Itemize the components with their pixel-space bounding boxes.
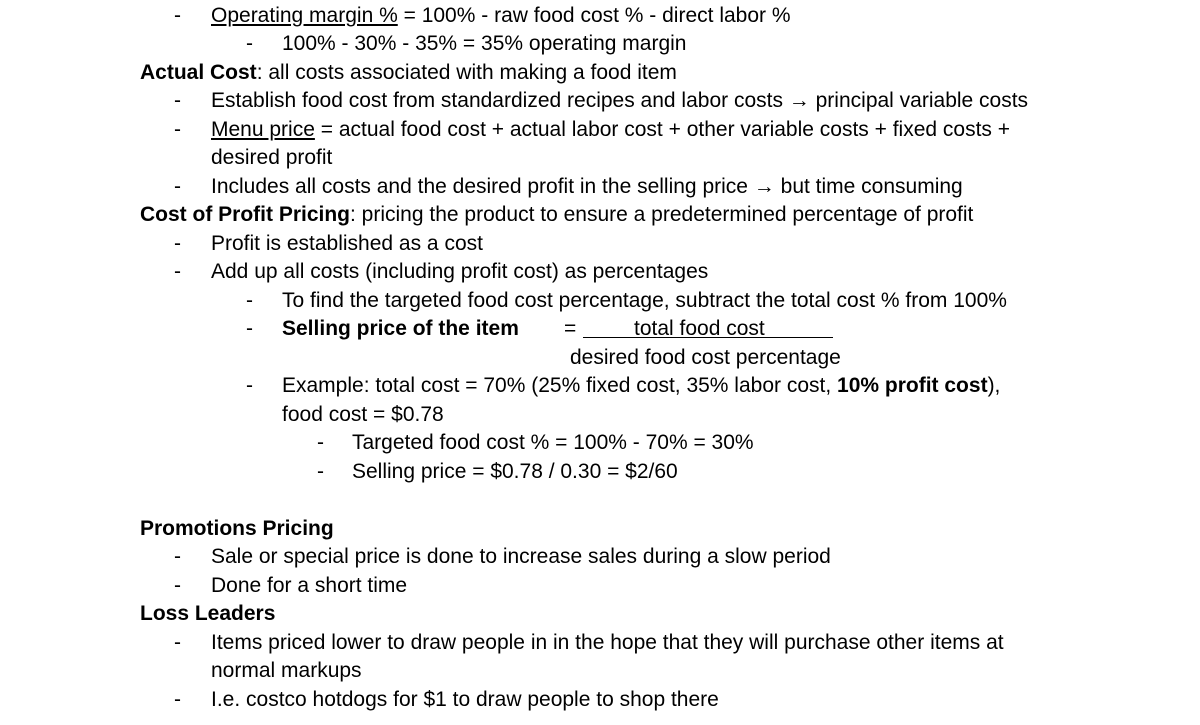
actual-cost-bullet-1: Establish food cost from standardized recipes and labor costs → principal variable costs <box>211 89 1029 112</box>
formula-denominator: desired food cost percentage <box>570 346 841 369</box>
actual-cost-bullet-3: Includes all costs and the desired profit in the selling price → but time consuming <box>211 175 963 198</box>
bullet-dash: - <box>246 32 253 55</box>
bullet-dash: - <box>174 89 181 112</box>
example-text-end: ), <box>987 374 1001 397</box>
bullet-dash: - <box>174 260 181 283</box>
actual-cost-definition: : all costs associated with making a food item <box>256 61 677 84</box>
cost-profit-bullet-1: Profit is established as a cost <box>211 232 483 255</box>
selling-price-calc: Selling price = $0.78 / 0.30 = $2/60 <box>352 460 678 483</box>
cost-profit-term: Cost of Profit Pricing <box>140 203 350 226</box>
loss-leaders-bullet-1-continued: normal markups <box>211 659 362 682</box>
bullet-dash: - <box>174 545 181 568</box>
cost-profit-sub-1: To find the targeted food cost percentage, subtract the total cost % from 100% <box>282 289 1007 312</box>
formula-equals: = <box>564 317 577 340</box>
selling-price-label <box>282 315 519 343</box>
cost-profit-example-continued: food cost = $0.78 <box>282 403 444 426</box>
bullet-dash: - <box>174 118 181 141</box>
operating-margin-term: Operating margin % <box>211 4 398 27</box>
actual-cost-bullet-2-continued: desired profit <box>211 146 333 169</box>
loss-leaders-term: Loss Leaders <box>140 602 276 625</box>
bullet-dash: - <box>246 374 253 397</box>
bullet-dash: - <box>174 4 181 27</box>
promotions-bullet-2: Done for a short time <box>211 574 408 597</box>
actual-cost-term: Actual Cost <box>140 61 257 84</box>
cost-profit-definition: : pricing the product to ensure a predetermined percentage of profit <box>350 203 974 226</box>
cost-profit-bullet-2: Add up all costs (including profit cost) as percentages <box>211 260 709 283</box>
bullet-dash: - <box>317 431 324 454</box>
example-text: Example: total cost = 70% (25% fixed cost, 35% labor cost, <box>282 374 838 397</box>
cost-profit-heading <box>140 201 973 229</box>
promotions-bullet-1: Sale or special price is done to increase sales during a slow period <box>211 545 831 568</box>
loss-leaders-bullet-1: Items priced lower to draw people in in the hope that they will purchase other items at <box>211 631 1004 654</box>
bullet-dash: - <box>174 574 181 597</box>
operating-margin-example: 100% - 30% - 35% = 35% operating margin <box>282 32 687 55</box>
actual-cost-bullet-2 <box>211 116 1010 144</box>
bullet-dash: - <box>174 688 181 711</box>
example-profit-cost: 10% profit cost <box>837 374 988 397</box>
bullet-dash: - <box>174 232 181 255</box>
bullet-dash: - <box>246 317 253 340</box>
loss-leaders-heading <box>140 600 275 628</box>
targeted-food-cost: Targeted food cost % = 100% - 70% = 30% <box>352 431 754 454</box>
actual-cost-heading <box>140 59 677 87</box>
menu-price-term: Menu price <box>211 118 315 141</box>
bullet-dash: - <box>246 289 253 312</box>
bullet-dash: - <box>174 631 181 654</box>
bullet-dash: - <box>174 175 181 198</box>
operating-margin-definition: = 100% - raw food cost % - direct labor % <box>397 4 791 27</box>
operating-margin-item <box>211 2 791 30</box>
formula-numerator: total food cost <box>634 317 765 340</box>
promotions-term: Promotions Pricing <box>140 517 334 540</box>
promotions-heading <box>140 515 334 543</box>
menu-price-definition: = actual food cost + actual labor cost + other variable costs + fixed costs + <box>314 118 1011 141</box>
loss-leaders-bullet-2: I.e. costco hotdogs for $1 to draw people to shop there <box>211 688 719 711</box>
selling-price-label-text: Selling price of the item <box>282 317 519 340</box>
bullet-dash: - <box>317 460 324 483</box>
cost-profit-example <box>282 372 1000 400</box>
